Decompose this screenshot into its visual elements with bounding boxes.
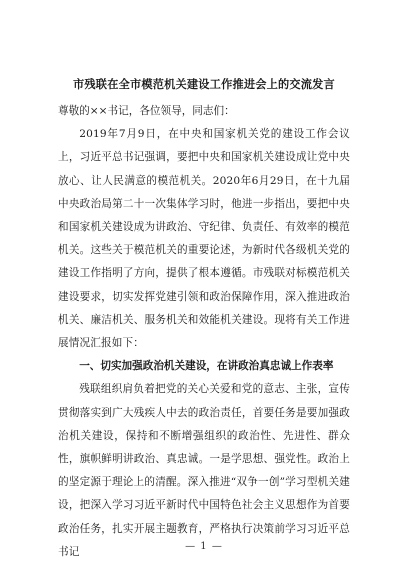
document-title: 市残联在全市模范机关建设工作推进会上的交流发言 — [73, 78, 335, 91]
section-heading: 一、切实加强政治机关建设，在讲政治真忠诚上作表率 — [79, 360, 334, 373]
section-paragraph: 残联组织肩负着把党的关心关爱和党的意志、主张，宣传贯彻落实到广大残疾人中去的政治责任，首要任务是要加强政治机关建设，保持和不断增强组织的政治性、先进性、群众性，旗帜鲜明讲政治、真忠诚。一是学思想、强党性。政治上的坚定源于理论上的清醒。深入推进“双争一创”学习型机关建设，把深入学习习近平新时代中国特色社会主义思想作为首要政治任务，扎实开展主题教育，严格执行决策前学习习近平总书记 — [58, 383, 350, 558]
body-paragraph: 2019年7月9日，在中央和国家机关党的建设工作会议上，习近平总书记强调，要把中央和国家机关建设成让党中央放心、让人民满意的模范机关。2020年6月29日，在十九届中央政治局第二十一次集体学习时，他进一步指出，要把中央和国家机关建设成为讲政治、守纪律、负责任、有效率的模范机关。这些关于模范机关的重要论述，为新时代各级机关党的建设工作指明了方向，提供了根本遵循。市残联对标模范机关建设要求，切实发挥党建引领和政治保障作用，深入推进政治机关、廉洁机关、服务机关和效能机关建设。现将有关工作进展情况汇报如下： — [58, 128, 350, 350]
page-number: — 1 — — [185, 541, 223, 552]
salutation: 尊敬的××书记，各位领导，同志们： — [58, 105, 235, 117]
